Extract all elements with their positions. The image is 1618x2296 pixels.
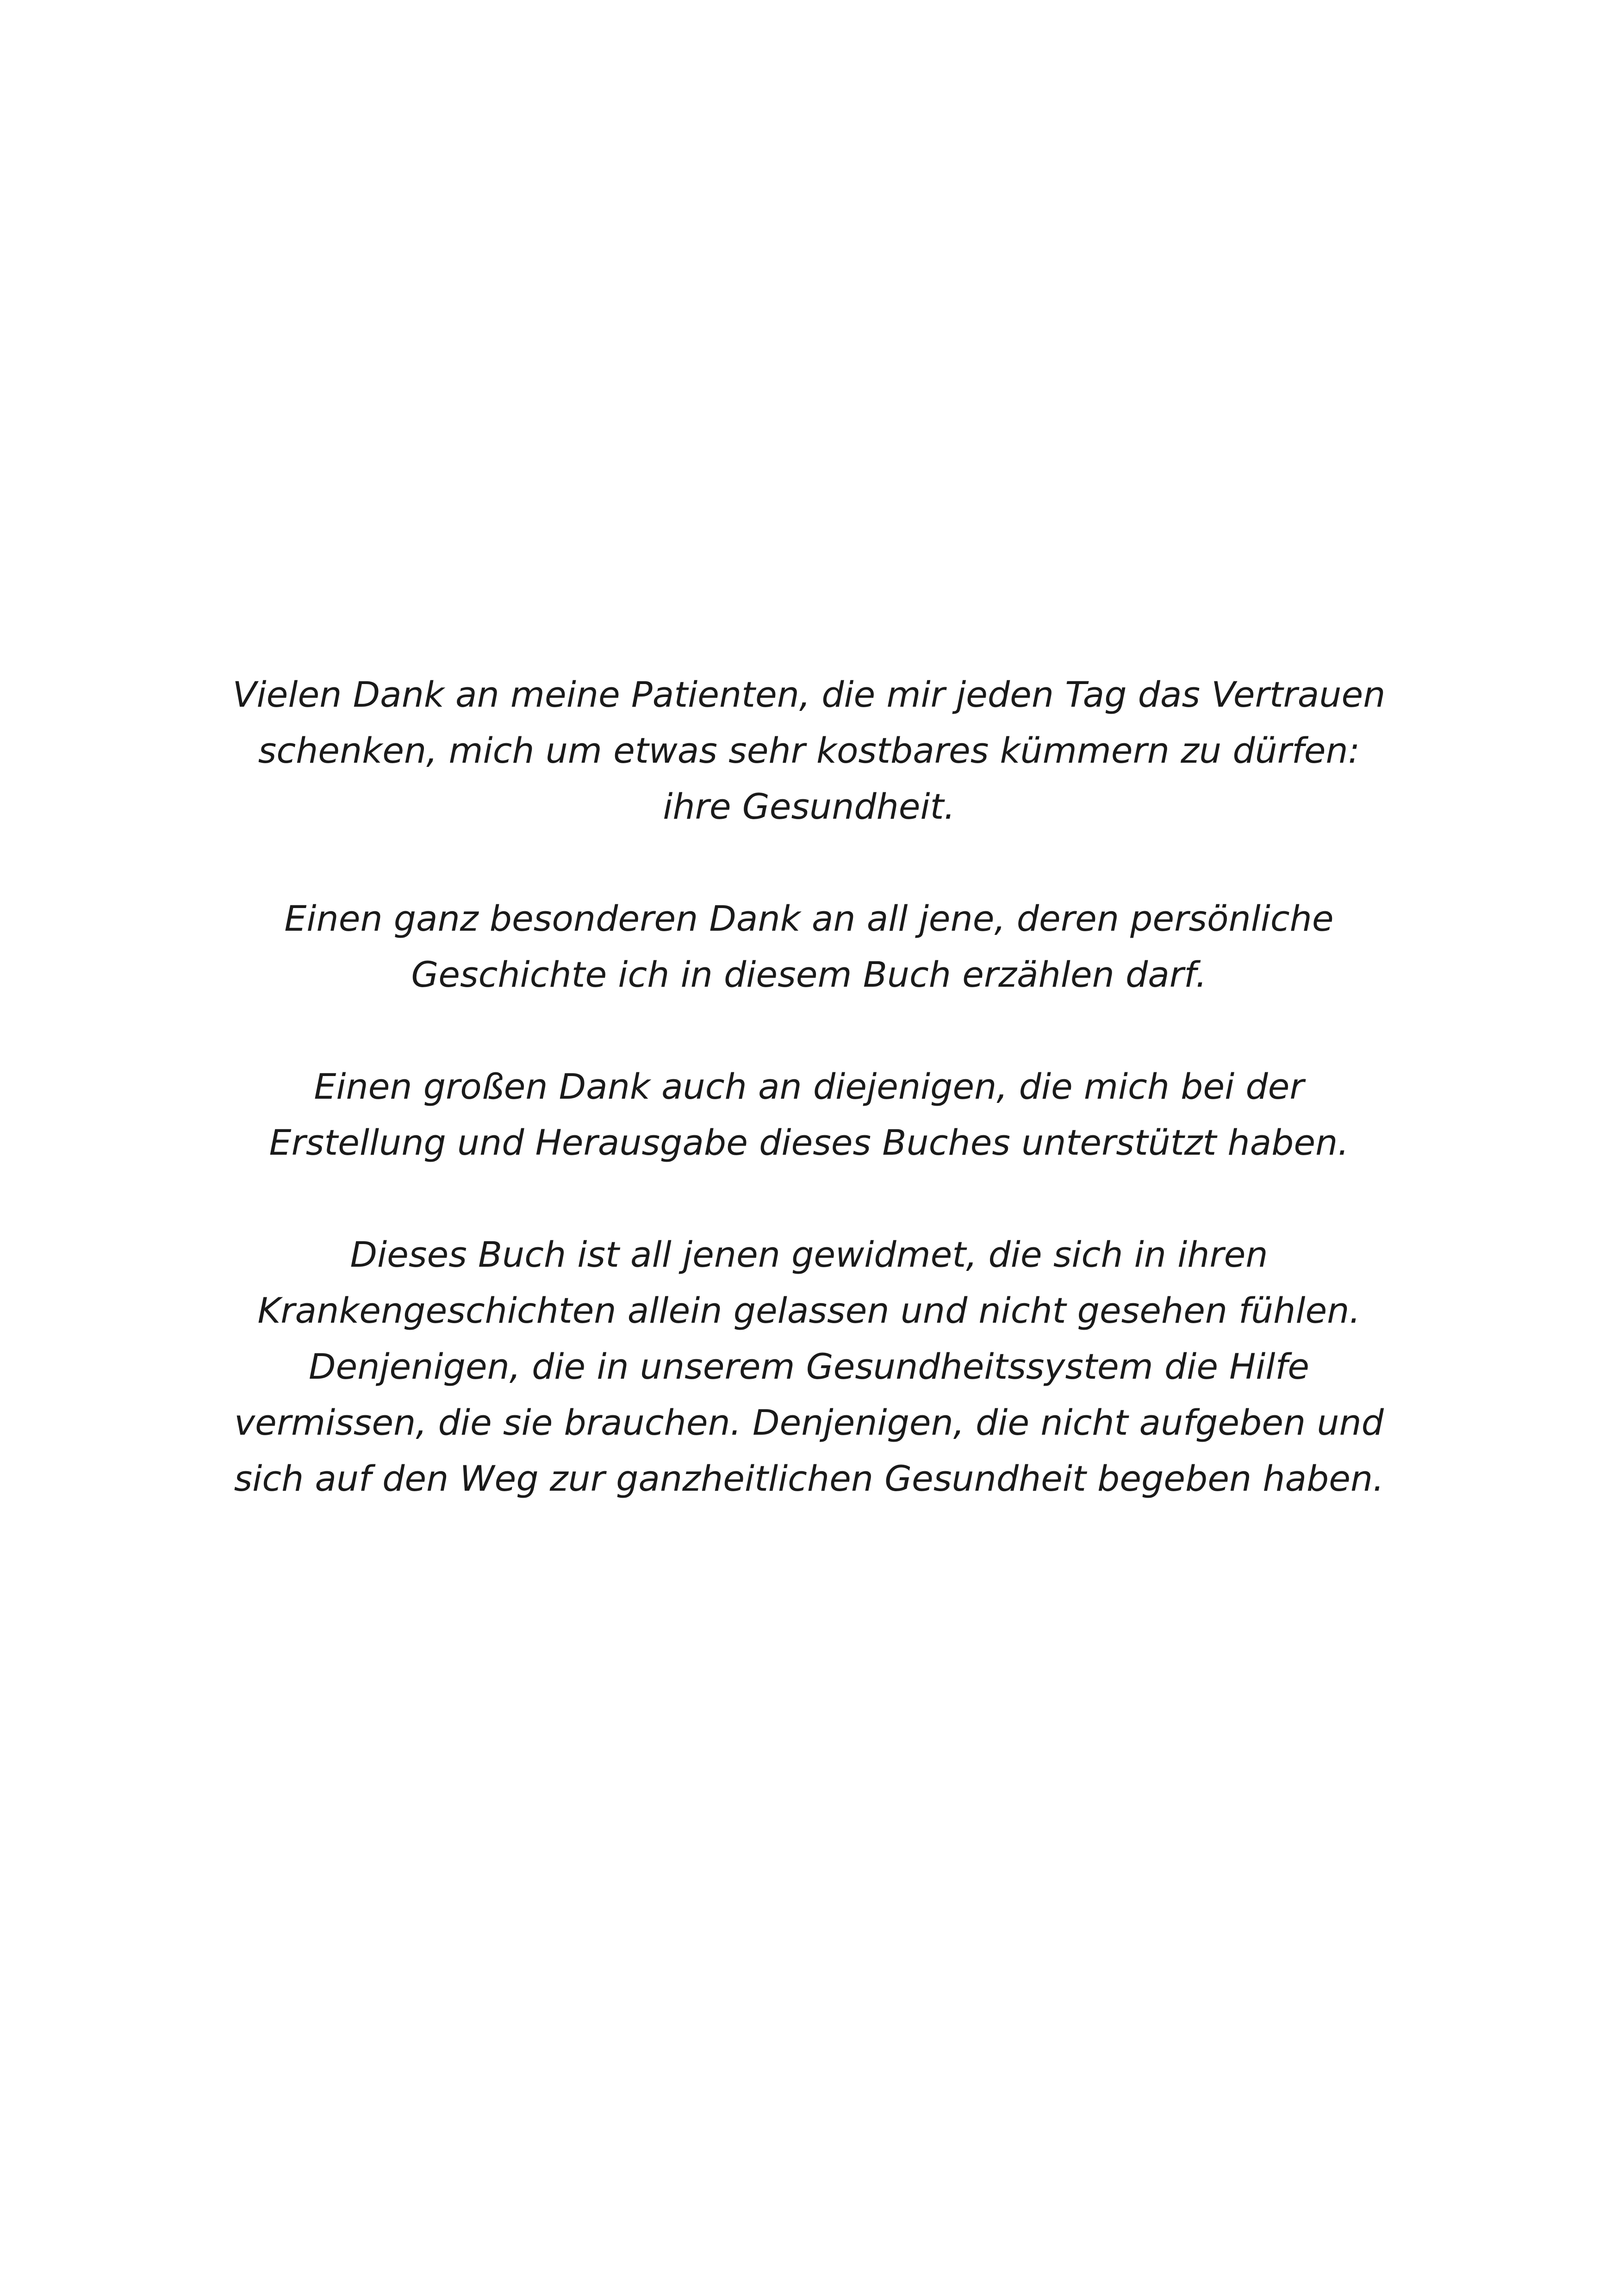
dedication-text — [0, 666, 1618, 1506]
text-line: Denjenigen, die in unserem Gesundheitssystem die Hilfe — [308, 1346, 1310, 1387]
text-line: Geschichte ich in diesem Buch erzählen darf. — [411, 954, 1207, 995]
dedication-paragraph-stories — [0, 890, 1618, 1002]
text-line: Krankengeschichten allein gelassen und nicht gesehen fühlen. — [257, 1290, 1361, 1331]
text-line: vermissen, die sie brauchen. Denjenigen, die nicht aufgeben und — [234, 1402, 1384, 1443]
text-line: Vielen Dank an meine Patienten, die mir jeden Tag das Vertrauen — [232, 674, 1386, 715]
text-line: sich auf den Weg zur ganzheitlichen Gesundheit begeben haben. — [234, 1458, 1384, 1499]
dedication-paragraph-readers — [0, 1226, 1618, 1506]
text-line: schenken, mich um etwas sehr kostbares kümmern zu dürfen: — [258, 730, 1360, 771]
text-line: Einen großen Dank auch an diejenigen, die mich bei der — [314, 1066, 1304, 1107]
dedication-paragraph-patients — [0, 666, 1618, 834]
text-line: Dieses Buch ist all jenen gewidmet, die sich in ihren — [350, 1234, 1268, 1275]
text-line: Einen ganz besonderen Dank an all jene, deren persönliche — [284, 898, 1334, 939]
dedication-paragraph-supporters — [0, 1058, 1618, 1170]
text-line: Erstellung und Herausgabe dieses Buches unterstützt haben. — [269, 1122, 1349, 1163]
text-line: ihre Gesundheit. — [663, 786, 955, 827]
